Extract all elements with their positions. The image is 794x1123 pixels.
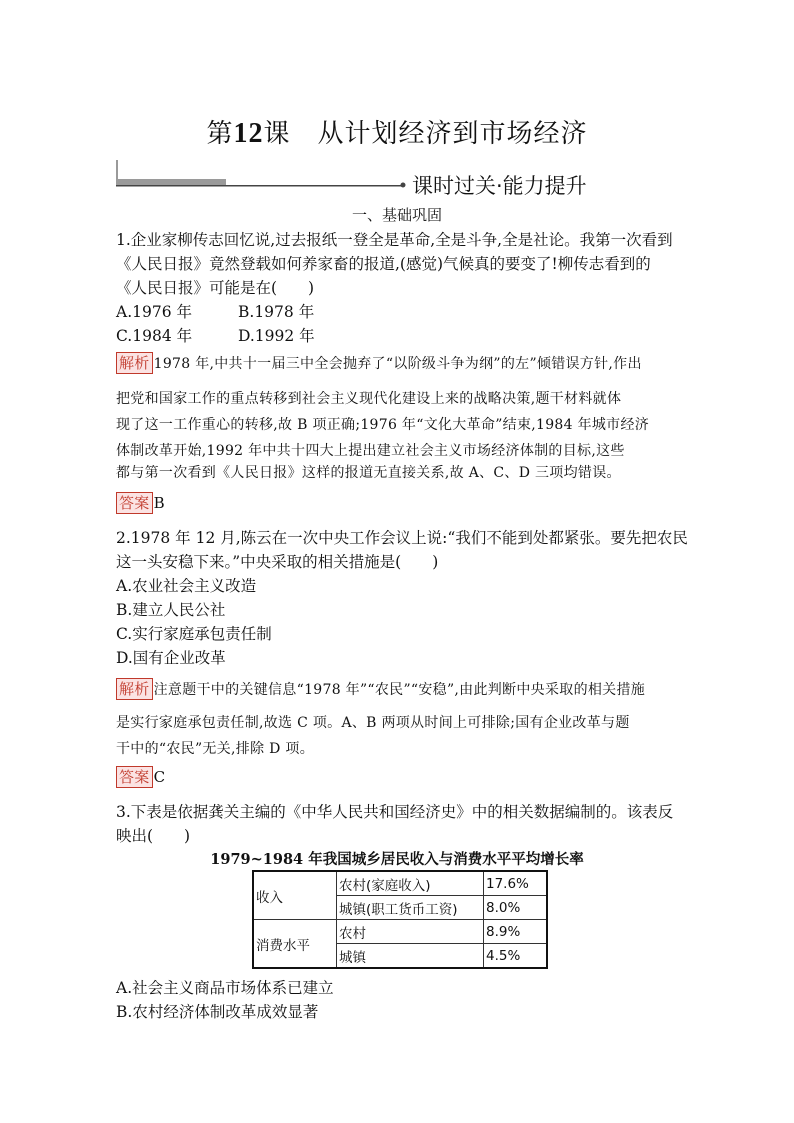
option-a: A.社会主义商品市场体系已建立 [116,979,334,997]
answer-label: 答案 [116,492,153,514]
analysis-1-line: 体制改革开始,1992 年中共十四大上提出建立社会主义市场经济体制的目标,这些 [116,443,625,459]
table-group-label: 收入 [253,871,337,920]
analysis-1-line: 都与第一次看到《人民日报》这样的报道无直接关系,故 A、C、D 三项均错误。 [116,465,621,481]
table-cell: 8.0% [484,896,548,920]
question-1-line: 1.企业家柳传志回忆说,过去报纸一登全是革命,全是斗争,全是社论。我第一次看到 [116,231,673,249]
option-b: B.农村经济体制改革成效显著 [116,1003,319,1021]
table-cell: 农村(家庭收入) [337,871,484,896]
analysis-2-line: 是实行家庭承包责任制,故选 C 项。A、B 两项从时间上可排除;国有企业改革与题 [116,715,630,731]
answer-1: 答案 B [116,492,165,514]
question-1-line: 《人民日报》可能是在( ) [116,279,315,297]
analysis-1-line: 把党和国家工作的重点转移到社会主义现代化建设上来的战略决策,题干材料就体 [116,391,622,407]
table-group-label: 消费水平 [253,920,337,969]
analysis-1-line: 现了这一工作重心的转移,故 B 项正确;1976 年“文化大革命”结束,1984 年城市经济 [116,417,650,433]
analysis-label: 解析 [116,678,153,700]
question-3-line: 3.下表是依据龚关主编的《中华人民共和国经济史》中的相关数据编制的。该表反 [116,803,674,821]
section-divider [116,160,406,188]
question-3-line: 映出( ) [116,827,191,845]
table-cell: 城镇 [337,944,484,969]
table-row [253,871,547,896]
option-b: B.1978 年 [238,303,315,321]
analysis-label: 解析 [116,352,153,374]
analysis-2-line: 解析 注意题干中的关键信息“1978 年”“农民”“安稳”,由此判断中央采取的相关措施 [116,678,645,700]
page-title: 第12课 从计划经济到市场经济 [206,118,588,149]
analysis-1-line: 解析 1978 年,中共十一届三中全会抛弃了“以阶级斗争为纲”的左”倾错误方针,作出 [116,352,642,374]
answer-label: 答案 [116,766,153,788]
option-d: D.国有企业改革 [116,649,226,667]
table-row [253,920,547,944]
option-b: B.建立人民公社 [116,601,226,619]
option-d: D.1992 年 [238,327,315,345]
option-a: A.1976 年 [116,303,192,321]
table-cell: 8.9% [484,920,548,944]
option-c: C.1984 年 [116,327,193,345]
option-c: C.实行家庭承包责任制 [116,625,272,643]
question-2-line: 2.1978 年 12 月,陈云在一次中央工作会议上说:“我们不能到处都紧张。要先把农民 [116,529,688,547]
table-cell: 17.6% [484,871,548,896]
option-a: A.农业社会主义改造 [116,577,257,595]
analysis-2-line: 干中的“农民”无关,排除 D 项。 [116,741,314,757]
table-cell: 农村 [337,920,484,944]
question-1-line: 《人民日报》竟然登载如何养家畜的报道,(感觉)气候真的要变了!柳传志看到的 [116,255,651,273]
table-cell: 4.5% [484,944,548,969]
section-title: 课时过关·能力提升 [412,174,587,198]
data-table [252,870,548,969]
table-title: 1979~1984 年我国城乡居民收入与消费水平平均增长率 [210,851,584,868]
table-cell: 城镇(职工货币工资) [337,896,484,920]
answer-2: 答案 C [116,766,165,788]
sub-heading: 一、基础巩固 [351,206,442,224]
question-2-line: 这一头安稳下来。”中央采取的相关措施是( ) [116,553,439,571]
